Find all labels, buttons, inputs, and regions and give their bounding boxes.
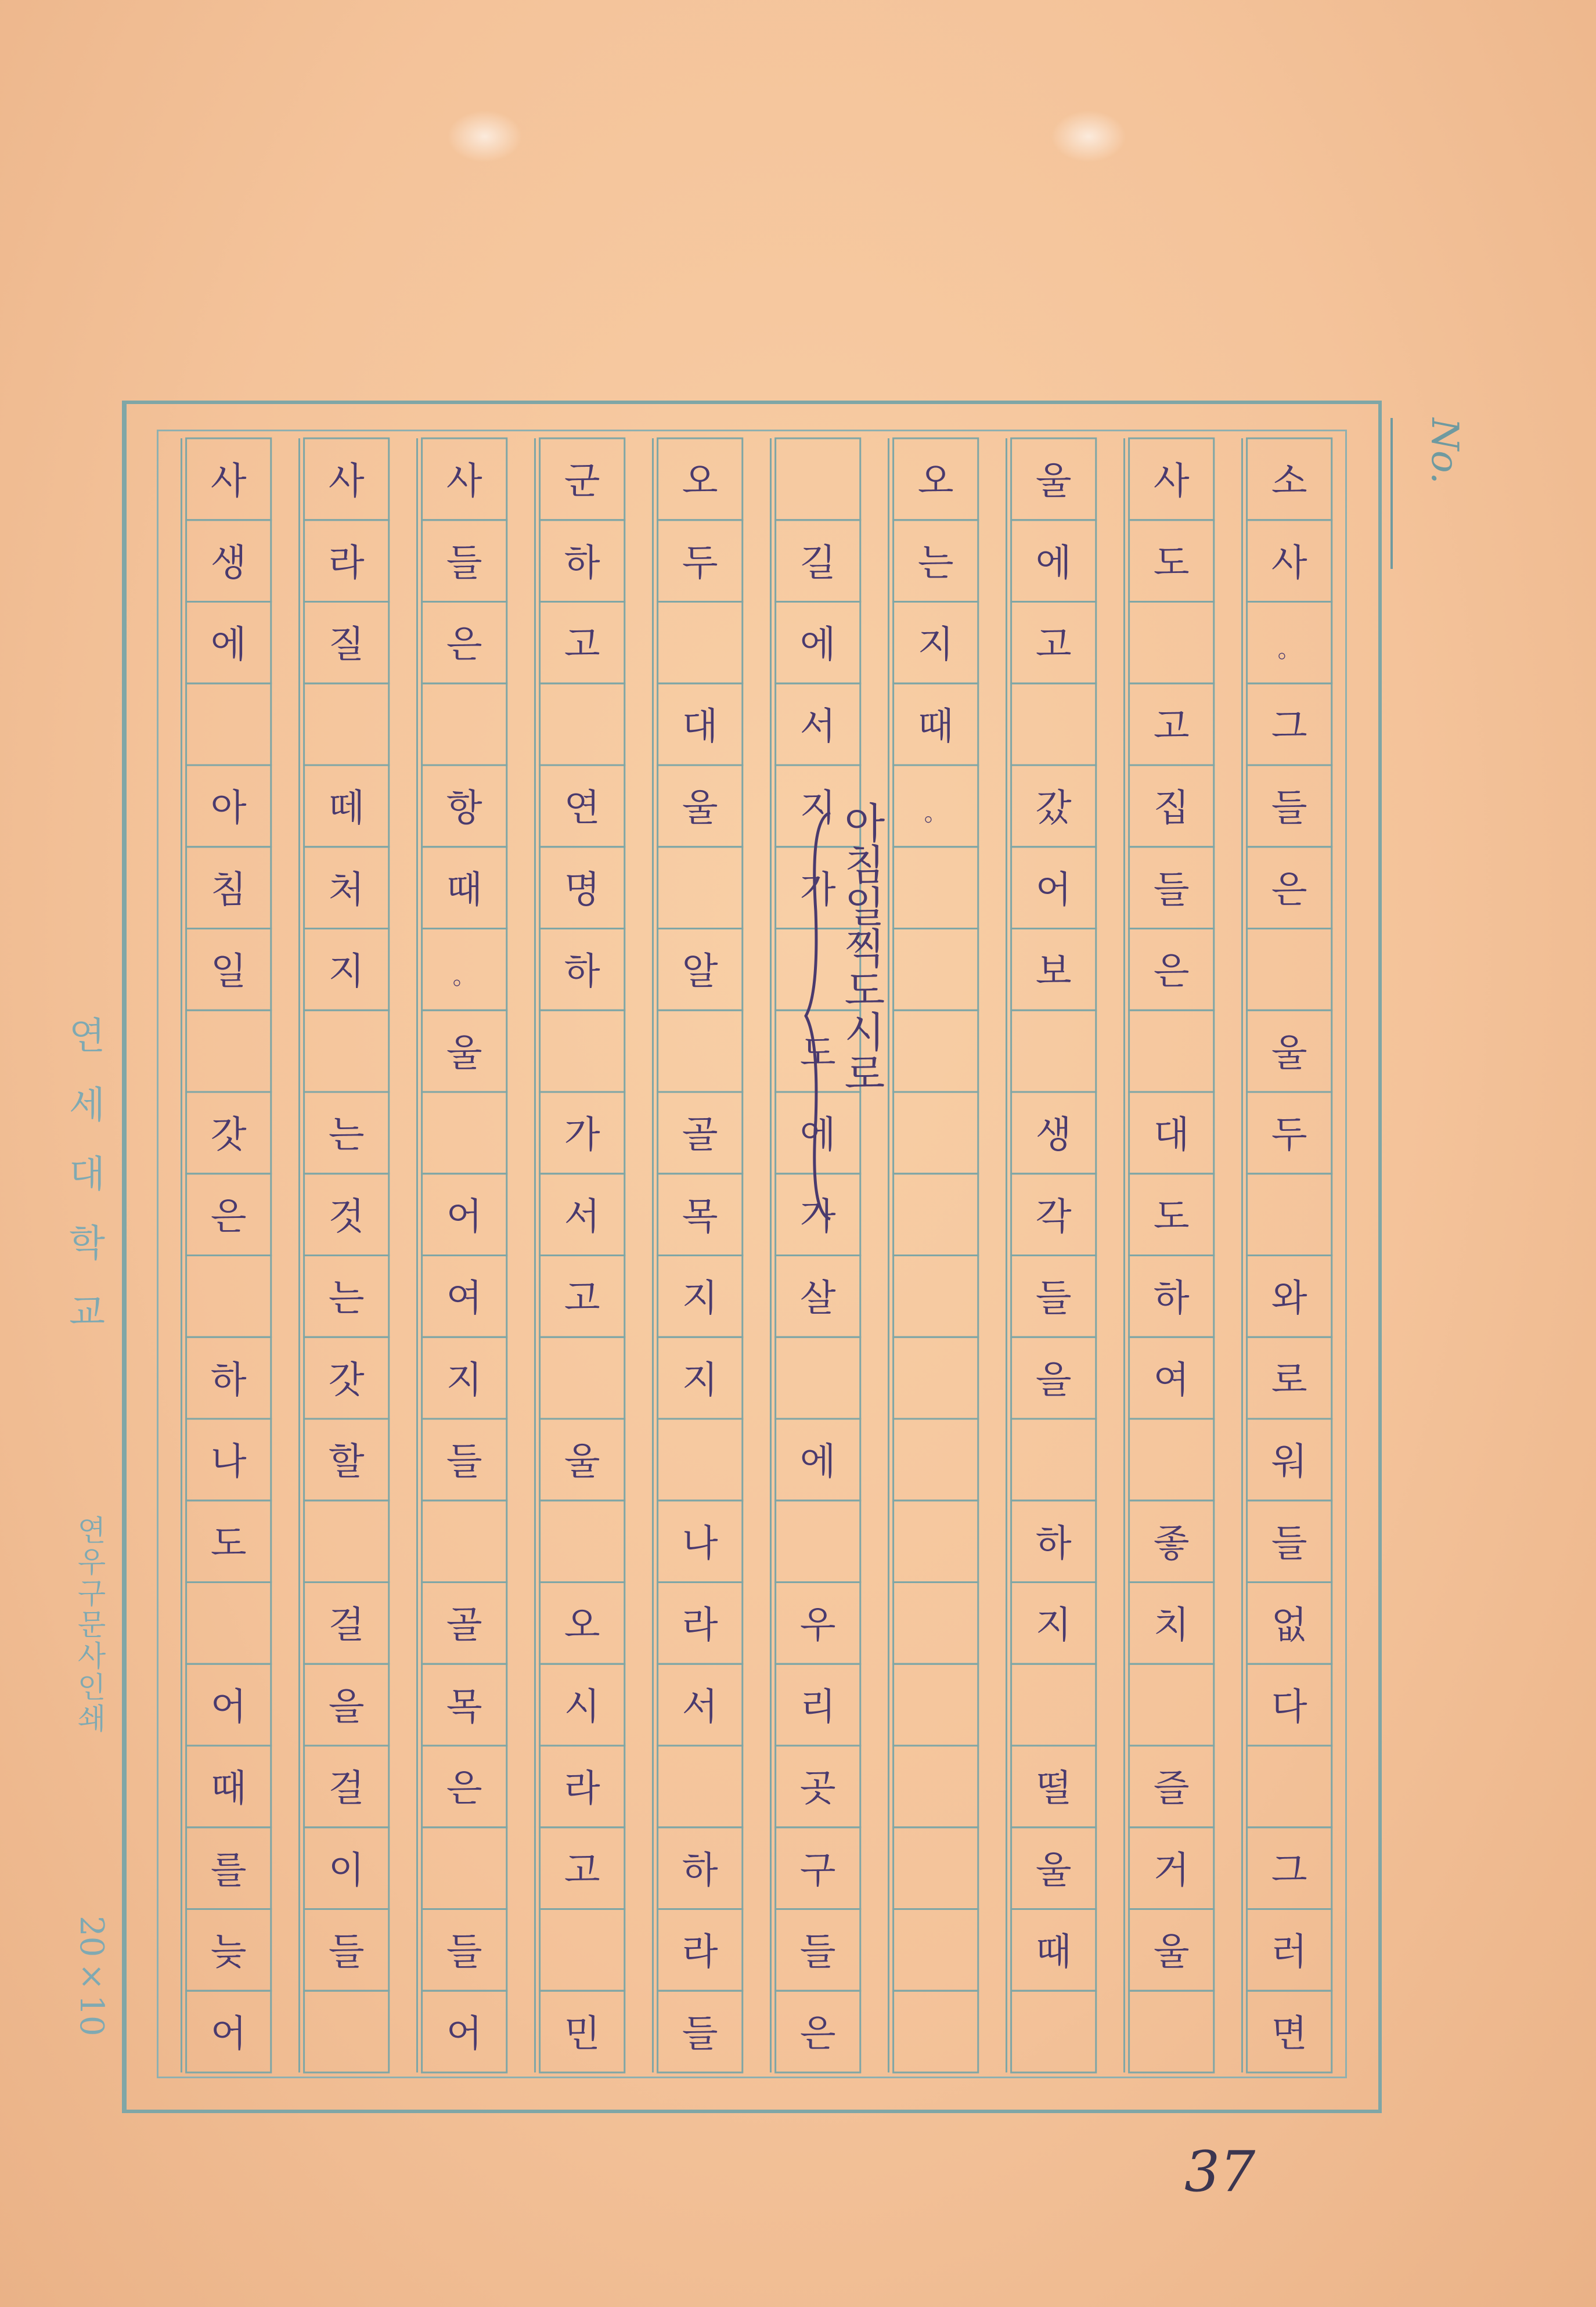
handwritten-character: 어 [210,1685,247,1729]
handwritten-character: 는 [917,542,954,585]
handwritten-character: 나 [210,1440,247,1484]
handwritten-character: 은 [799,2012,836,2056]
handwritten-character: 를 [210,1849,247,1893]
grid-cell [894,1583,978,1664]
handwritten-character: 대 [682,705,718,748]
handwritten-character: 항 [446,787,482,830]
handwritten-character: 소 [1271,460,1307,503]
handwritten-character: 들 [1271,787,1307,830]
handwritten-character: 골 [446,1604,482,1648]
handwritten-character: 생 [210,542,247,585]
margin-insertion-note: 아침일찍도시로 [837,801,886,1094]
grid-cell [186,1256,271,1338]
handwritten-character: 민 [564,2012,600,2056]
handwritten-character: 은 [446,623,482,667]
handwritten-character: 울 [1035,1849,1072,1893]
handwritten-character: 일 [210,950,247,994]
handwritten-character: 살 [799,1277,836,1321]
manuscript-column [1124,438,1213,2072]
school-name: 연세대학교 [62,1016,105,1361]
handwritten-character: 고 [564,623,600,667]
manuscript-column [1242,438,1331,2072]
handwritten-character: 나 [682,1522,718,1566]
handwritten-character: 들 [799,1931,836,1974]
handwritten-character: 지 [799,787,836,830]
grid-cell [894,1909,978,1991]
handwritten-character: 떼 [328,787,365,830]
handwritten-character: 면 [1271,2012,1307,2056]
grid-cell [894,1010,978,1092]
handwritten-character: 오 [682,460,718,503]
handwritten-character: 걸 [328,1767,365,1811]
handwritten-character: 하 [1035,1522,1072,1566]
handwritten-character: 어 [1035,868,1072,912]
handwritten-character: 때 [210,1767,247,1811]
grid-cell [658,602,743,684]
handwritten-character: 갓 [328,1358,365,1402]
handwritten-character: 고 [1153,705,1190,748]
handwritten-character: 은 [446,1767,482,1811]
handwritten-character: 때 [1035,1931,1072,1974]
handwritten-character: 서 [564,1195,600,1239]
handwritten-character: 아 [210,787,247,830]
handwritten-character: 사 [1153,460,1190,503]
grid-cell [540,1909,625,1991]
grid-cell [304,1991,389,2072]
handwritten-character: 。 [452,963,476,990]
handwritten-character: 지 [917,623,954,667]
handwritten-character: 。 [924,799,947,827]
handwritten-character: 서 [799,705,836,748]
grid-cell [658,1746,743,1827]
handwritten-character: 에 [799,623,836,667]
handwritten-character: 가 [799,1195,836,1239]
handwritten-character: 지 [1035,1604,1072,1648]
handwritten-character: 러 [1271,1931,1307,1974]
handwritten-character: 는 [328,1277,365,1321]
handwritten-character: 늦 [210,1931,247,1974]
handwritten-character: 떨 [1035,1767,1072,1811]
sheet-number-label: No. [1390,418,1466,569]
handwritten-character: 그 [1271,705,1307,748]
brace-mark [801,807,836,1225]
grid-cell [1129,1991,1214,2072]
handwritten-character: 없 [1271,1604,1307,1648]
grid-cell [1129,1419,1214,1501]
grid-cell [894,1664,978,1746]
handwritten-character: 사 [328,460,365,503]
grid-cell [540,1010,625,1092]
handwritten-character: 구 [799,1849,836,1893]
handwritten-character: 생 [1035,1113,1072,1157]
grid-cell [1011,1419,1096,1501]
handwritten-character: 그 [1271,1849,1307,1893]
handwritten-character: 고 [564,1849,600,1893]
handwritten-character: 목 [682,1195,718,1239]
handwritten-character: 갓 [210,1113,247,1157]
handwritten-character: 가 [564,1113,600,1157]
handwritten-character: 길 [799,542,836,585]
grid-cell [422,1092,507,1174]
handwritten-character: 어 [210,2012,247,2056]
handwritten-character: 우 [799,1604,836,1648]
grid-cell [776,1337,860,1419]
grid-cell [540,683,625,765]
grid-cell [1011,683,1096,765]
grid-cell [894,1827,978,1909]
grid-cell [894,1337,978,1419]
handwritten-character: 은 [1271,868,1307,912]
grid-cell [894,1174,978,1256]
handwritten-character: 두 [1271,1113,1307,1157]
grid-cell [1247,1746,1332,1827]
handwritten-character: 에 [799,1440,836,1484]
handwritten-character: 각 [1035,1195,1072,1239]
handwritten-character: 서 [682,1685,718,1729]
printer-name: 연우구문사인쇄 [73,1515,106,1735]
handwritten-character: 오 [917,460,954,503]
handwritten-character: 울 [1035,460,1072,503]
handwritten-character: 로 [1271,1358,1307,1402]
handwritten-character: 걸 [328,1604,365,1648]
handwritten-character: 라 [564,1767,600,1811]
handwritten-character: 어 [446,1195,482,1239]
handwritten-character: 에 [799,1113,836,1157]
manuscript-column [888,438,978,2072]
handwritten-character: 울 [1271,1032,1307,1075]
handwritten-character: 울 [682,787,718,830]
handwritten-character: 하 [1153,1277,1190,1321]
handwritten-character: 침 [210,868,247,912]
handwritten-character: 워 [1271,1440,1307,1484]
grid-cell [304,683,389,765]
handwritten-character: 들 [446,1931,482,1974]
handwritten-character: 에 [210,623,247,667]
handwritten-character: 집 [1153,787,1190,830]
handwritten-character: 울 [1153,1931,1190,1974]
handwritten-character: 질 [328,623,365,667]
handwritten-character: 사 [1271,542,1307,585]
handwritten-character: 좋 [1153,1522,1190,1566]
handwritten-character: 갔 [1035,787,1072,830]
grid-cell [894,1092,978,1174]
grid-cell [422,1827,507,1909]
handwritten-character: 지 [682,1277,718,1321]
grid-cell [658,1010,743,1092]
grid-cell [1011,1991,1096,2072]
handwritten-character: 。 [1277,636,1301,664]
grid-cell [894,1419,978,1501]
handwritten-character: 은 [1153,950,1190,994]
handwritten-character: 때 [917,705,954,748]
handwritten-character: 즐 [1153,1767,1190,1811]
handwritten-character: 들 [1271,1522,1307,1566]
manuscript-column [181,438,271,2072]
handwritten-character: 는 [328,1113,365,1157]
handwritten-character: 을 [1035,1358,1072,1402]
grid-cell [1247,1174,1332,1256]
handwritten-character: 라 [682,1931,718,1974]
handwritten-character: 와 [1271,1277,1307,1321]
handwritten-character: 목 [446,1685,482,1729]
handwritten-character: 가 [799,868,836,912]
handwritten-character: 들 [328,1931,365,1974]
handwritten-character: 지 [328,950,365,994]
handwritten-character: 하 [682,1849,718,1893]
grid-cell [422,683,507,765]
grid-cell [1129,1664,1214,1746]
handwritten-character: 연 [564,787,600,830]
manuscript-column [653,438,742,2072]
handwritten-character: 들 [1153,868,1190,912]
handwritten-character: 을 [328,1685,365,1729]
handwritten-character: 은 [210,1195,247,1239]
grid-cell [186,1583,271,1664]
handwritten-character: 도 [210,1522,247,1566]
handwritten-character: 알 [682,950,718,994]
handwritten-character: 여 [446,1277,482,1321]
handwritten-character: 곳 [799,1767,836,1811]
handwritten-character: 고 [1035,623,1072,667]
grid-cell [894,1256,978,1338]
handwritten-character: 하 [210,1358,247,1402]
handwritten-character: 대 [1153,1113,1190,1157]
grid-cell [304,1010,389,1092]
grid-cell [894,1991,978,2072]
grid-cell [1247,929,1332,1011]
grid-cell [658,1419,743,1501]
handwritten-character: 도 [1153,542,1190,585]
grid-cell [894,1501,978,1583]
handwritten-character: 라 [328,542,365,585]
handwritten-character: 사 [210,460,247,503]
handwritten-character: 울 [564,1440,600,1484]
handwritten-character: 들 [682,2012,718,2056]
handwritten-character: 지 [682,1358,718,1402]
handwritten-character: 군 [564,460,600,503]
handwritten-character: 거 [1153,1849,1190,1893]
handwritten-character: 고 [564,1277,600,1321]
handwritten-character: 도 [799,1032,836,1075]
grid-cell [186,683,271,765]
handwritten-character: 들 [1035,1277,1072,1321]
manuscript-column [535,438,624,2072]
grid-cell [776,438,860,520]
handwritten-character: 들 [446,542,482,585]
manuscript-column [417,438,506,2072]
grid-cell [894,1746,978,1827]
grid-cell [422,1501,507,1583]
grid-cell [304,1501,389,1583]
handwritten-character: 보 [1035,950,1072,994]
handwritten-character: 하 [564,542,600,585]
handwritten-character: 할 [328,1440,365,1484]
handwritten-character: 치 [1153,1604,1190,1648]
handwritten-character: 사 [446,460,482,503]
grid-cell [186,1010,271,1092]
grid-cell [540,1337,625,1419]
handwritten-character: 하 [564,950,600,994]
grid-cell [1011,1664,1096,1746]
handwritten-character: 지 [446,1358,482,1402]
grid-cell [776,1501,860,1583]
grid-cell [540,1501,625,1583]
handwritten-character: 두 [682,542,718,585]
handwritten-character: 들 [446,1440,482,1484]
grid-cell [1011,1010,1096,1092]
handwritten-character: 이 [328,1849,365,1893]
handwritten-character: 울 [446,1032,482,1075]
grid-cell [894,847,978,929]
handwritten-character: 에 [1035,542,1072,585]
handwritten-character: 시 [564,1685,600,1729]
manuscript-column [1006,438,1096,2072]
grid-cell [658,847,743,929]
handwritten-character: 골 [682,1113,718,1157]
handwritten-character: 오 [564,1604,600,1648]
grid-cell [1129,602,1214,684]
handwritten-character: 여 [1153,1358,1190,1402]
handwritten-character: 처 [328,868,365,912]
handwritten-character: 것 [328,1195,365,1239]
handwritten-character: 때 [446,868,482,912]
manuscript-column [299,438,388,2072]
handwritten-character: 명 [564,868,600,912]
page-number: 37 [1184,2139,1256,2204]
grid-size-label: 20×10 [73,1916,110,2036]
grid-cell [894,929,978,1011]
handwritten-character: 도 [1153,1195,1190,1239]
handwritten-character: 라 [682,1604,718,1648]
handwritten-character: 리 [799,1685,836,1729]
grid-cell [1129,1010,1214,1092]
handwritten-character: 어 [446,2012,482,2056]
manuscript-column [770,438,860,2072]
handwritten-character: 다 [1271,1685,1307,1729]
